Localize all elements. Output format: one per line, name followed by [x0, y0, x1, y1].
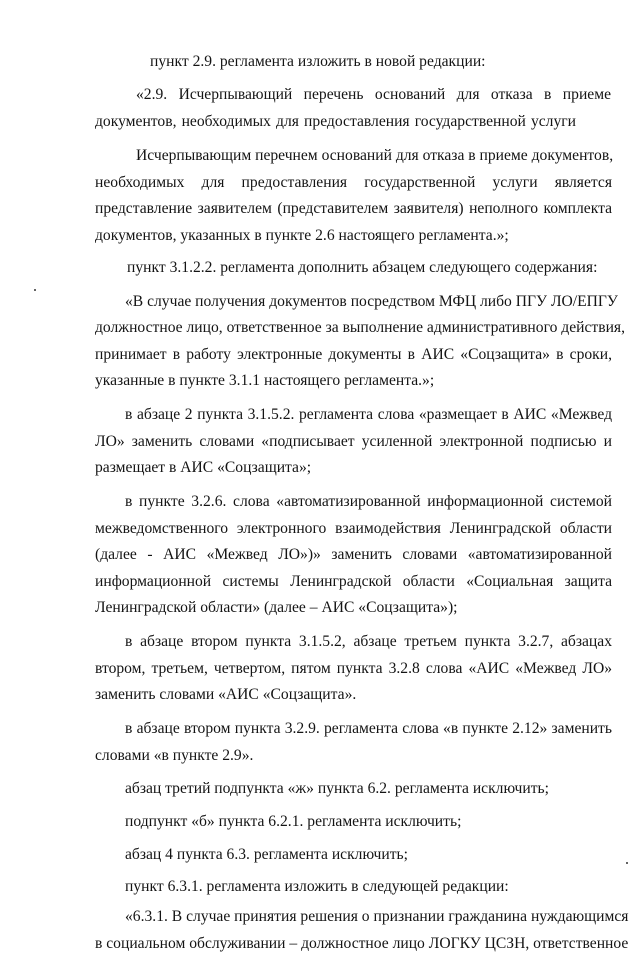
text-line: документов, необходимых для предоставления государственной услуги [95, 113, 576, 130]
scan-speck [34, 289, 36, 291]
text-line: абзац третий подпункта «ж» пункта 6.2. регламента исключить; [125, 780, 549, 797]
text-line: «2.9. Исчерпывающий перечень оснований для отказа в приеме [136, 86, 611, 103]
scan-speck [626, 862, 628, 864]
text-line: принимает в работу электронные документы в АИС «Соцзащита» в сроки, [95, 346, 612, 363]
text-line: должностное лицо, ответственное за выполнение административного действия, [95, 319, 625, 336]
text-line: пункт 6.3.1. регламента изложить в следующей редакции: [125, 878, 509, 895]
text-line: представление заявителем (представителем заявителя) неполного комплекта [95, 200, 612, 217]
text-line: размещает в АИС «Соцзащита»; [95, 459, 312, 476]
text-line: словами «в пункте 2.9». [95, 747, 254, 764]
text-line: подпункт «б» пункта 6.2.1. регламента исключить; [125, 813, 462, 830]
text-line: в абзаце 2 пункта 3.1.5.2. регламента слова «размещает в АИС «Межвед [125, 406, 612, 423]
text-line: необходимых для предоставления государственной услуги является [95, 174, 612, 191]
text-line: абзац 4 пункта 6.3. регламента исключить; [125, 846, 408, 863]
text-line: указанные в пункте 3.1.1 настоящего регламента.»; [95, 372, 435, 389]
text-line: ЛО» заменить словами «подписывает усиленной электронной подписью и [95, 433, 612, 450]
text-line: пункт 2.9. регламента изложить в новой редакции: [150, 53, 486, 70]
text-line: «В случае получения документов посредством МФЦ либо ПГУ ЛО/ЕПГУ [125, 293, 618, 310]
text-line: документов, указанных в пункте 2.6 настоящего регламента.»; [95, 227, 509, 244]
text-line: Исчерпывающим перечнем оснований для отказа в приеме документов, [136, 147, 614, 164]
text-line: в социальном обслуживании – должностное лицо ЛОГКУ ЦСЗН, ответственное [95, 935, 629, 952]
text-line: втором, третьем, четвертом, пятом пункта 3.2.8 слова «АИС «Межвед ЛО» [95, 660, 612, 677]
text-line: в абзаце втором пункта 3.1.5.2, абзаце третьем пункта 3.2.7, абзацах [125, 633, 612, 650]
text-line: «6.3.1. В случае принятия решения о признании гражданина нуждающимся [125, 908, 629, 925]
text-line: Ленинградской области» (далее – АИС «Соцзащита»); [95, 599, 458, 616]
text-line: информационной системы Ленинградской области «Социальная защита [95, 573, 612, 590]
text-line: межведомственного электронного взаимодействия Ленинградской области [95, 520, 612, 537]
text-line: в абзаце втором пункта 3.2.9. регламента слова «в пункте 2.12» заменить [125, 720, 612, 737]
text-line: заменить словами «АИС «Соцзащита». [95, 686, 357, 703]
text-line: пункт 3.1.2.2. регламента дополнить абзацем следующего содержания: [127, 259, 598, 276]
text-line: в пункте 3.2.6. слова «автоматизированной информационной системой [125, 493, 612, 510]
text-line: (далее - АИС «Межвед ЛО»)» заменить словами «автоматизированной [95, 546, 612, 563]
